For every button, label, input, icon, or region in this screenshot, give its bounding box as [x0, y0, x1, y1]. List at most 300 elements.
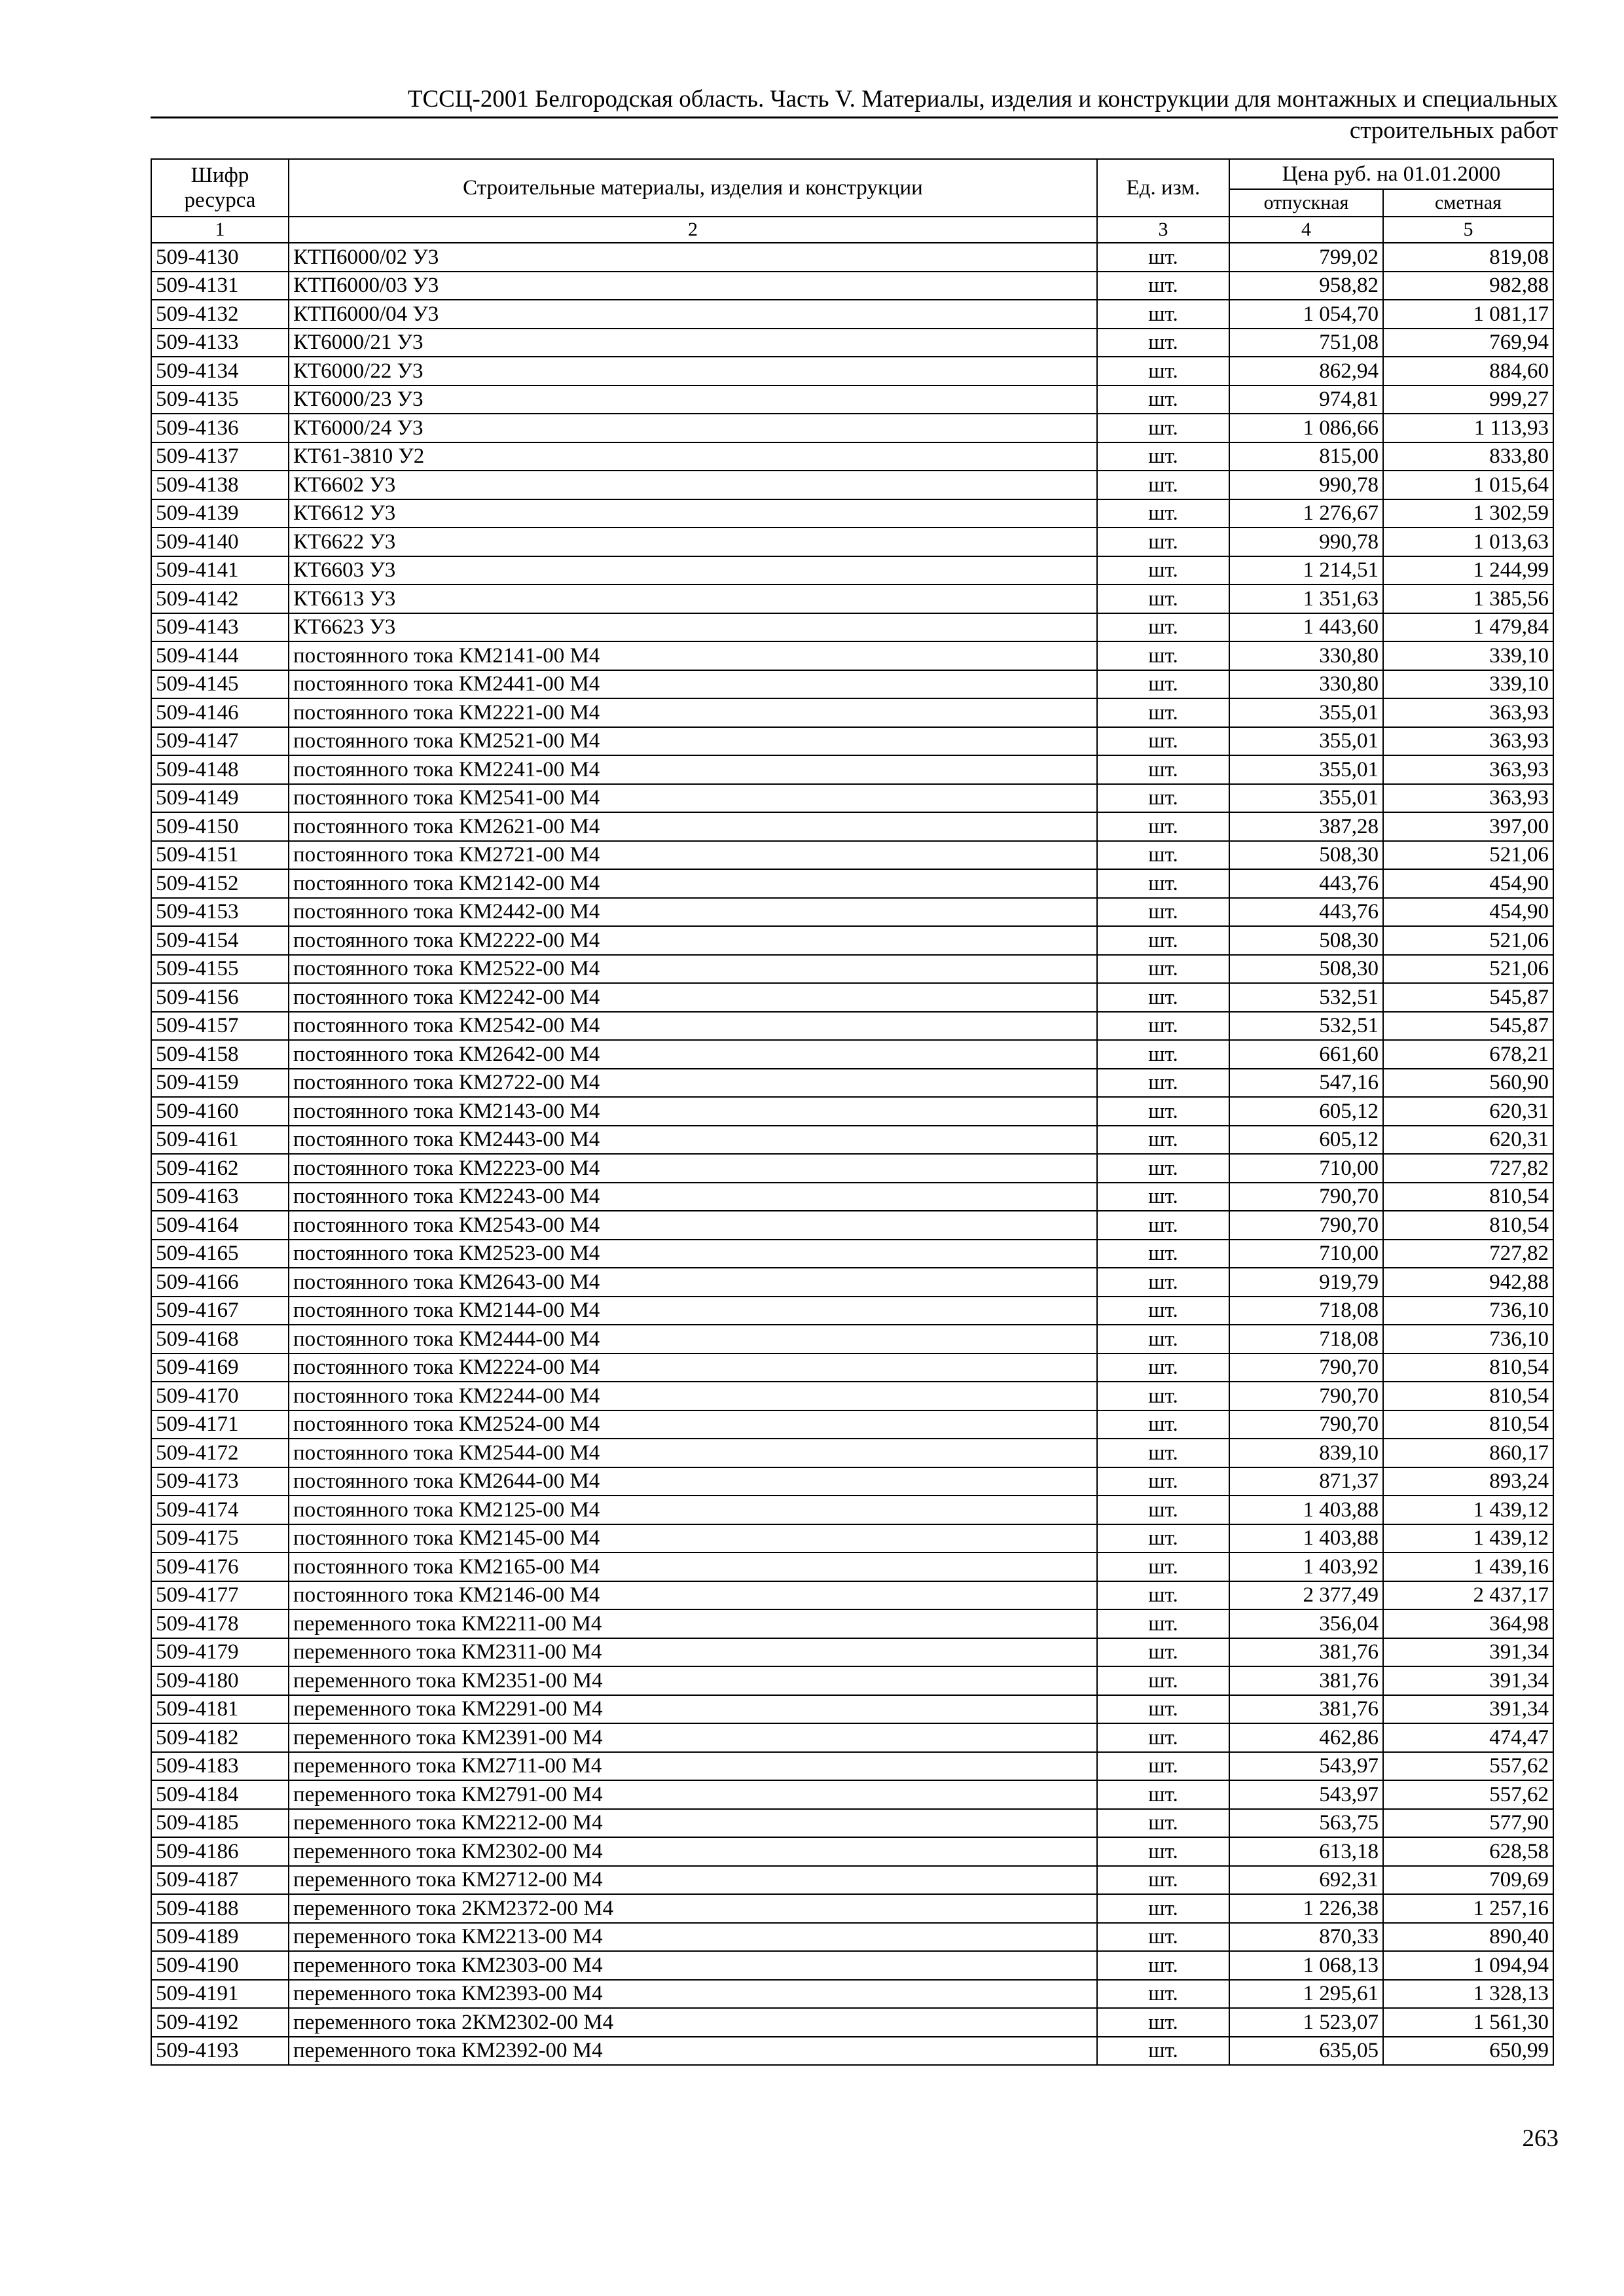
material-name: КТ6622 У3: [289, 528, 1097, 556]
table-row: [151, 471, 1553, 499]
unit: шт.: [1097, 300, 1229, 329]
resource-code: 509-4192: [151, 2008, 289, 2037]
material-name: постоянного тока КМ2542-00 М4: [289, 1012, 1097, 1041]
material-name: КТ61-3810 У2: [289, 442, 1097, 471]
resource-code: 509-4138: [151, 471, 289, 499]
resource-code: 509-4183: [151, 1752, 289, 1781]
table-body: [151, 243, 1553, 2065]
price-wholesale: 547,16: [1229, 1069, 1383, 1098]
material-name: постоянного тока КМ2644-00 М4: [289, 1467, 1097, 1496]
unit: шт.: [1097, 841, 1229, 870]
price-estimate: 391,34: [1383, 1638, 1553, 1667]
table-row: [151, 641, 1553, 670]
unit: шт.: [1097, 613, 1229, 642]
price-wholesale: 919,79: [1229, 1268, 1383, 1297]
unit: шт.: [1097, 1439, 1229, 1467]
material-name: КТ6623 У3: [289, 613, 1097, 642]
price-wholesale: 815,00: [1229, 442, 1383, 471]
resource-code: 509-4172: [151, 1439, 289, 1467]
material-name: постоянного тока КМ2721-00 М4: [289, 841, 1097, 870]
header-estimate: сметная: [1383, 189, 1553, 217]
unit: шт.: [1097, 1780, 1229, 1809]
resource-code: 509-4155: [151, 955, 289, 984]
unit: шт.: [1097, 386, 1229, 414]
price-wholesale: 355,01: [1229, 698, 1383, 727]
price-estimate: 810,54: [1383, 1211, 1553, 1240]
table-row: [151, 1211, 1553, 1240]
resource-code: 509-4176: [151, 1552, 289, 1581]
price-wholesale: 2 377,49: [1229, 1581, 1383, 1610]
table-row: [151, 528, 1553, 556]
unit: шт.: [1097, 357, 1229, 386]
price-wholesale: 355,01: [1229, 755, 1383, 784]
table-row: [151, 1496, 1553, 1524]
table-row: [151, 414, 1553, 442]
material-name: переменного тока КМ2211-00 М4: [289, 1609, 1097, 1638]
resource-code: 509-4157: [151, 1012, 289, 1041]
resource-code: 509-4193: [151, 2037, 289, 2066]
material-name: постоянного тока КМ2222-00 М4: [289, 926, 1097, 955]
price-estimate: 364,98: [1383, 1609, 1553, 1638]
unit: шт.: [1097, 1524, 1229, 1553]
material-name: постоянного тока КМ2243-00 М4: [289, 1183, 1097, 1211]
price-wholesale: 661,60: [1229, 1040, 1383, 1069]
resource-code: 509-4179: [151, 1638, 289, 1667]
material-name: переменного тока КМ2392-00 М4: [289, 2037, 1097, 2066]
price-wholesale: 862,94: [1229, 357, 1383, 386]
price-wholesale: 532,51: [1229, 983, 1383, 1012]
resource-code: 509-4143: [151, 613, 289, 642]
table-row: [151, 755, 1553, 784]
price-wholesale: 355,01: [1229, 727, 1383, 756]
price-wholesale: 330,80: [1229, 670, 1383, 699]
table-row: [151, 1638, 1553, 1667]
price-estimate: 819,08: [1383, 243, 1553, 272]
resource-code: 509-4188: [151, 1894, 289, 1923]
price-estimate: 545,87: [1383, 983, 1553, 1012]
header-rule: [151, 117, 1558, 118]
unit: шт.: [1097, 1581, 1229, 1610]
header-unit: Ед. изм.: [1097, 159, 1229, 217]
material-name: КТП6000/03 У3: [289, 272, 1097, 300]
table-row: [151, 1723, 1553, 1752]
price-estimate: 769,94: [1383, 329, 1553, 357]
price-estimate: 1 328,13: [1383, 1980, 1553, 2009]
material-name: постоянного тока КМ2125-00 М4: [289, 1496, 1097, 1524]
resource-code: 509-4150: [151, 812, 289, 841]
table-row: [151, 272, 1553, 300]
resource-code: 509-4141: [151, 556, 289, 585]
table-row: [151, 727, 1553, 756]
material-name: переменного тока 2КМ2302-00 М4: [289, 2008, 1097, 2037]
material-name: постоянного тока КМ2722-00 М4: [289, 1069, 1097, 1098]
unit: шт.: [1097, 329, 1229, 357]
resource-code: 509-4170: [151, 1382, 289, 1410]
table-row: [151, 812, 1553, 841]
price-estimate: 1 113,93: [1383, 414, 1553, 442]
resource-code: 509-4177: [151, 1581, 289, 1610]
material-name: КТ6602 У3: [289, 471, 1097, 499]
unit: шт.: [1097, 1951, 1229, 1980]
unit: шт.: [1097, 1325, 1229, 1354]
price-wholesale: 1 443,60: [1229, 613, 1383, 642]
price-estimate: 521,06: [1383, 955, 1553, 984]
unit: шт.: [1097, 1496, 1229, 1524]
resource-code: 509-4186: [151, 1837, 289, 1866]
resource-code: 509-4130: [151, 243, 289, 272]
price-estimate: 391,34: [1383, 1695, 1553, 1724]
table-row: [151, 1069, 1553, 1098]
table-row: [151, 442, 1553, 471]
price-wholesale: 990,78: [1229, 471, 1383, 499]
price-wholesale: 839,10: [1229, 1439, 1383, 1467]
unit: шт.: [1097, 1040, 1229, 1069]
price-estimate: 577,90: [1383, 1809, 1553, 1838]
material-name: переменного тока КМ2291-00 М4: [289, 1695, 1097, 1724]
price-estimate: 560,90: [1383, 1069, 1553, 1098]
unit: шт.: [1097, 1980, 1229, 2009]
material-name: постоянного тока КМ2444-00 М4: [289, 1325, 1097, 1354]
material-name: постоянного тока КМ2224-00 М4: [289, 1354, 1097, 1382]
material-name: постоянного тока КМ2441-00 М4: [289, 670, 1097, 699]
material-name: переменного тока 2КМ2372-00 М4: [289, 1894, 1097, 1923]
price-wholesale: 356,04: [1229, 1609, 1383, 1638]
price-wholesale: 974,81: [1229, 386, 1383, 414]
resource-code: 509-4148: [151, 755, 289, 784]
resource-code: 509-4166: [151, 1268, 289, 1297]
table-row: [151, 1012, 1553, 1041]
price-estimate: 521,06: [1383, 926, 1553, 955]
unit: шт.: [1097, 1211, 1229, 1240]
table-row: [151, 1809, 1553, 1838]
material-name: постоянного тока КМ2143-00 М4: [289, 1097, 1097, 1126]
table-row: [151, 1552, 1553, 1581]
column-number: 3: [1097, 217, 1229, 243]
price-wholesale: 1 214,51: [1229, 556, 1383, 585]
table-row: [151, 386, 1553, 414]
price-estimate: 391,34: [1383, 1666, 1553, 1695]
price-wholesale: 790,70: [1229, 1211, 1383, 1240]
table-header: [151, 159, 1553, 243]
price-wholesale: 635,05: [1229, 2037, 1383, 2066]
price-wholesale: 751,08: [1229, 329, 1383, 357]
price-wholesale: 710,00: [1229, 1240, 1383, 1268]
price-estimate: 1 013,63: [1383, 528, 1553, 556]
price-estimate: 454,90: [1383, 869, 1553, 898]
table-row: [151, 1666, 1553, 1695]
price-estimate: 2 437,17: [1383, 1581, 1553, 1610]
price-estimate: 1 244,99: [1383, 556, 1553, 585]
price-estimate: 521,06: [1383, 841, 1553, 870]
material-name: постоянного тока КМ2242-00 М4: [289, 983, 1097, 1012]
table-row: [151, 1467, 1553, 1496]
unit: шт.: [1097, 898, 1229, 927]
price-estimate: 557,62: [1383, 1780, 1553, 1809]
price-wholesale: 508,30: [1229, 955, 1383, 984]
unit: шт.: [1097, 670, 1229, 699]
table-row: [151, 2037, 1553, 2066]
table-row: [151, 556, 1553, 585]
unit: шт.: [1097, 955, 1229, 984]
price-wholesale: 543,97: [1229, 1780, 1383, 1809]
resource-code: 509-4145: [151, 670, 289, 699]
unit: шт.: [1097, 727, 1229, 756]
unit: шт.: [1097, 442, 1229, 471]
price-wholesale: 381,76: [1229, 1666, 1383, 1695]
price-estimate: 982,88: [1383, 272, 1553, 300]
resource-code: 509-4153: [151, 898, 289, 927]
table-row: [151, 1837, 1553, 1866]
price-estimate: 397,00: [1383, 812, 1553, 841]
price-wholesale: 1 351,63: [1229, 584, 1383, 613]
header-price: Цена руб. на 01.01.2000: [1229, 159, 1553, 189]
resource-code: 509-4190: [151, 1951, 289, 1980]
unit: шт.: [1097, 1268, 1229, 1297]
price-wholesale: 692,31: [1229, 1866, 1383, 1895]
table-row: [151, 841, 1553, 870]
unit: шт.: [1097, 1894, 1229, 1923]
resource-code: 509-4163: [151, 1183, 289, 1211]
material-name: постоянного тока КМ2642-00 М4: [289, 1040, 1097, 1069]
material-name: КТ6000/21 У3: [289, 329, 1097, 357]
price-estimate: 727,82: [1383, 1240, 1553, 1268]
resource-code: 509-4189: [151, 1923, 289, 1952]
table-row: [151, 2008, 1553, 2037]
table-row: [151, 926, 1553, 955]
resource-code: 509-4149: [151, 784, 289, 813]
price-estimate: 1 015,64: [1383, 471, 1553, 499]
price-estimate: 363,93: [1383, 698, 1553, 727]
document-header: [151, 84, 1558, 147]
table-row: [151, 1040, 1553, 1069]
resource-code: 509-4139: [151, 499, 289, 528]
resource-code: 509-4169: [151, 1354, 289, 1382]
table-row: [151, 698, 1553, 727]
price-estimate: 1 081,17: [1383, 300, 1553, 329]
table-row: [151, 1183, 1553, 1211]
material-name: переменного тока КМ2391-00 М4: [289, 1723, 1097, 1752]
material-name: постоянного тока КМ2442-00 М4: [289, 898, 1097, 927]
price-wholesale: 1 054,70: [1229, 300, 1383, 329]
unit: шт.: [1097, 272, 1229, 300]
material-name: постоянного тока КМ2541-00 М4: [289, 784, 1097, 813]
table-row: [151, 1382, 1553, 1410]
material-name: переменного тока КМ2711-00 М4: [289, 1752, 1097, 1781]
unit: шт.: [1097, 1837, 1229, 1866]
price-estimate: 810,54: [1383, 1410, 1553, 1439]
resource-code: 509-4154: [151, 926, 289, 955]
price-wholesale: 330,80: [1229, 641, 1383, 670]
resource-code: 509-4158: [151, 1040, 289, 1069]
table-row: [151, 1894, 1553, 1923]
table-row: [151, 1980, 1553, 2009]
price-wholesale: 1 276,67: [1229, 499, 1383, 528]
material-name: КТ6000/24 У3: [289, 414, 1097, 442]
header-subtitle: строительных работ: [1349, 117, 1558, 144]
resource-code: 509-4152: [151, 869, 289, 898]
price-wholesale: 355,01: [1229, 784, 1383, 813]
resource-code: 509-4156: [151, 983, 289, 1012]
price-wholesale: 871,37: [1229, 1467, 1383, 1496]
price-estimate: 727,82: [1383, 1154, 1553, 1183]
price-estimate: 1 385,56: [1383, 584, 1553, 613]
unit: шт.: [1097, 1240, 1229, 1268]
table-row: [151, 357, 1553, 386]
unit: шт.: [1097, 1183, 1229, 1211]
price-wholesale: 462,86: [1229, 1723, 1383, 1752]
table-row: [151, 1524, 1553, 1553]
resource-code: 509-4140: [151, 528, 289, 556]
material-name: переменного тока КМ2213-00 М4: [289, 1923, 1097, 1952]
table-row: [151, 1923, 1553, 1952]
price-estimate: 339,10: [1383, 641, 1553, 670]
unit: шт.: [1097, 584, 1229, 613]
price-estimate: 363,93: [1383, 784, 1553, 813]
material-name: переменного тока КМ2212-00 М4: [289, 1809, 1097, 1838]
material-name: постоянного тока КМ2145-00 М4: [289, 1524, 1097, 1553]
material-name: постоянного тока КМ2221-00 М4: [289, 698, 1097, 727]
price-wholesale: 381,76: [1229, 1638, 1383, 1667]
price-wholesale: 508,30: [1229, 926, 1383, 955]
table-row: [151, 1154, 1553, 1183]
unit: шт.: [1097, 499, 1229, 528]
price-estimate: 893,24: [1383, 1467, 1553, 1496]
resource-code: 509-4136: [151, 414, 289, 442]
resource-code: 509-4160: [151, 1097, 289, 1126]
resource-code: 509-4181: [151, 1695, 289, 1724]
table-row: [151, 584, 1553, 613]
header-name: Строительные материалы, изделия и конструкции: [289, 159, 1097, 217]
price-wholesale: 613,18: [1229, 1837, 1383, 1866]
price-estimate: 1 439,12: [1383, 1524, 1553, 1553]
table-row: [151, 1780, 1553, 1809]
price-wholesale: 710,00: [1229, 1154, 1383, 1183]
resource-code: 509-4132: [151, 300, 289, 329]
price-wholesale: 1 086,66: [1229, 414, 1383, 442]
table-row: [151, 1951, 1553, 1980]
resource-code: 509-4162: [151, 1154, 289, 1183]
price-wholesale: 443,76: [1229, 898, 1383, 927]
price-estimate: 884,60: [1383, 357, 1553, 386]
material-name: постоянного тока КМ2142-00 М4: [289, 869, 1097, 898]
unit: шт.: [1097, 1666, 1229, 1695]
price-wholesale: 1 403,88: [1229, 1524, 1383, 1553]
price-estimate: 620,31: [1383, 1097, 1553, 1126]
table-row: [151, 1581, 1553, 1610]
resource-code: 509-4147: [151, 727, 289, 756]
material-name: КТ6000/23 У3: [289, 386, 1097, 414]
resource-code: 509-4151: [151, 841, 289, 870]
table-row: [151, 1097, 1553, 1126]
table-row: [151, 955, 1553, 984]
table-row: [151, 1439, 1553, 1467]
material-name: переменного тока КМ2311-00 М4: [289, 1638, 1097, 1667]
resource-code: 509-4167: [151, 1297, 289, 1325]
material-name: постоянного тока КМ2543-00 М4: [289, 1211, 1097, 1240]
header-code: Шифр ресурса: [151, 159, 289, 217]
price-wholesale: 790,70: [1229, 1354, 1383, 1382]
price-estimate: 860,17: [1383, 1439, 1553, 1467]
material-name: КТ6613 У3: [289, 584, 1097, 613]
header-title: ТССЦ-2001 Белгородская область. Часть V. Материалы, изделия и конструкции для монтажных и специальных: [407, 86, 1558, 113]
table-row: [151, 1268, 1553, 1297]
price-estimate: 1 479,84: [1383, 613, 1553, 642]
resource-code: 509-4191: [151, 1980, 289, 2009]
material-name: постоянного тока КМ2146-00 М4: [289, 1581, 1097, 1610]
resource-code: 509-4182: [151, 1723, 289, 1752]
table-row: [151, 983, 1553, 1012]
price-wholesale: 718,08: [1229, 1325, 1383, 1354]
unit: шт.: [1097, 2008, 1229, 2037]
material-name: постоянного тока КМ2521-00 М4: [289, 727, 1097, 756]
resource-code: 509-4175: [151, 1524, 289, 1553]
table-row: [151, 784, 1553, 813]
table-row: [151, 300, 1553, 329]
price-estimate: 810,54: [1383, 1354, 1553, 1382]
unit: шт.: [1097, 1154, 1229, 1183]
price-wholesale: 532,51: [1229, 1012, 1383, 1041]
resource-code: 509-4146: [151, 698, 289, 727]
material-name: переменного тока КМ2712-00 М4: [289, 1866, 1097, 1895]
price-estimate: 650,99: [1383, 2037, 1553, 2066]
unit: шт.: [1097, 1126, 1229, 1155]
column-numbers-row: [151, 217, 1553, 243]
unit: шт.: [1097, 1069, 1229, 1098]
price-wholesale: 605,12: [1229, 1126, 1383, 1155]
unit: шт.: [1097, 1467, 1229, 1496]
price-estimate: 363,93: [1383, 727, 1553, 756]
price-wholesale: 1 068,13: [1229, 1951, 1383, 1980]
material-name: постоянного тока КМ2524-00 М4: [289, 1410, 1097, 1439]
price-wholesale: 543,97: [1229, 1752, 1383, 1781]
material-name: постоянного тока КМ2544-00 М4: [289, 1439, 1097, 1467]
material-name: постоянного тока КМ2223-00 М4: [289, 1154, 1097, 1183]
unit: шт.: [1097, 698, 1229, 727]
price-table: [151, 158, 1554, 2066]
resource-code: 509-4185: [151, 1809, 289, 1838]
unit: шт.: [1097, 1552, 1229, 1581]
unit: шт.: [1097, 243, 1229, 272]
price-wholesale: 958,82: [1229, 272, 1383, 300]
resource-code: 509-4131: [151, 272, 289, 300]
price-wholesale: 790,70: [1229, 1382, 1383, 1410]
price-wholesale: 718,08: [1229, 1297, 1383, 1325]
material-name: постоянного тока КМ2244-00 М4: [289, 1382, 1097, 1410]
table-row: [151, 1297, 1553, 1325]
price-wholesale: 1 295,61: [1229, 1980, 1383, 2009]
table-row: [151, 869, 1553, 898]
header-wholesale: отпускная: [1229, 189, 1383, 217]
material-name: КТП6000/02 У3: [289, 243, 1097, 272]
price-estimate: 833,80: [1383, 442, 1553, 471]
table-row: [151, 499, 1553, 528]
column-number: 1: [151, 217, 289, 243]
price-wholesale: 563,75: [1229, 1809, 1383, 1838]
price-estimate: 474,47: [1383, 1723, 1553, 1752]
column-number: 2: [289, 217, 1097, 243]
price-estimate: 557,62: [1383, 1752, 1553, 1781]
unit: шт.: [1097, 812, 1229, 841]
price-estimate: 736,10: [1383, 1297, 1553, 1325]
resource-code: 509-4137: [151, 442, 289, 471]
unit: шт.: [1097, 528, 1229, 556]
resource-code: 509-4164: [151, 1211, 289, 1240]
price-estimate: 1 439,16: [1383, 1552, 1553, 1581]
material-name: постоянного тока КМ2443-00 М4: [289, 1126, 1097, 1155]
table-row: [151, 1609, 1553, 1638]
resource-code: 509-4187: [151, 1866, 289, 1895]
page-number: 263: [1522, 2125, 1559, 2152]
